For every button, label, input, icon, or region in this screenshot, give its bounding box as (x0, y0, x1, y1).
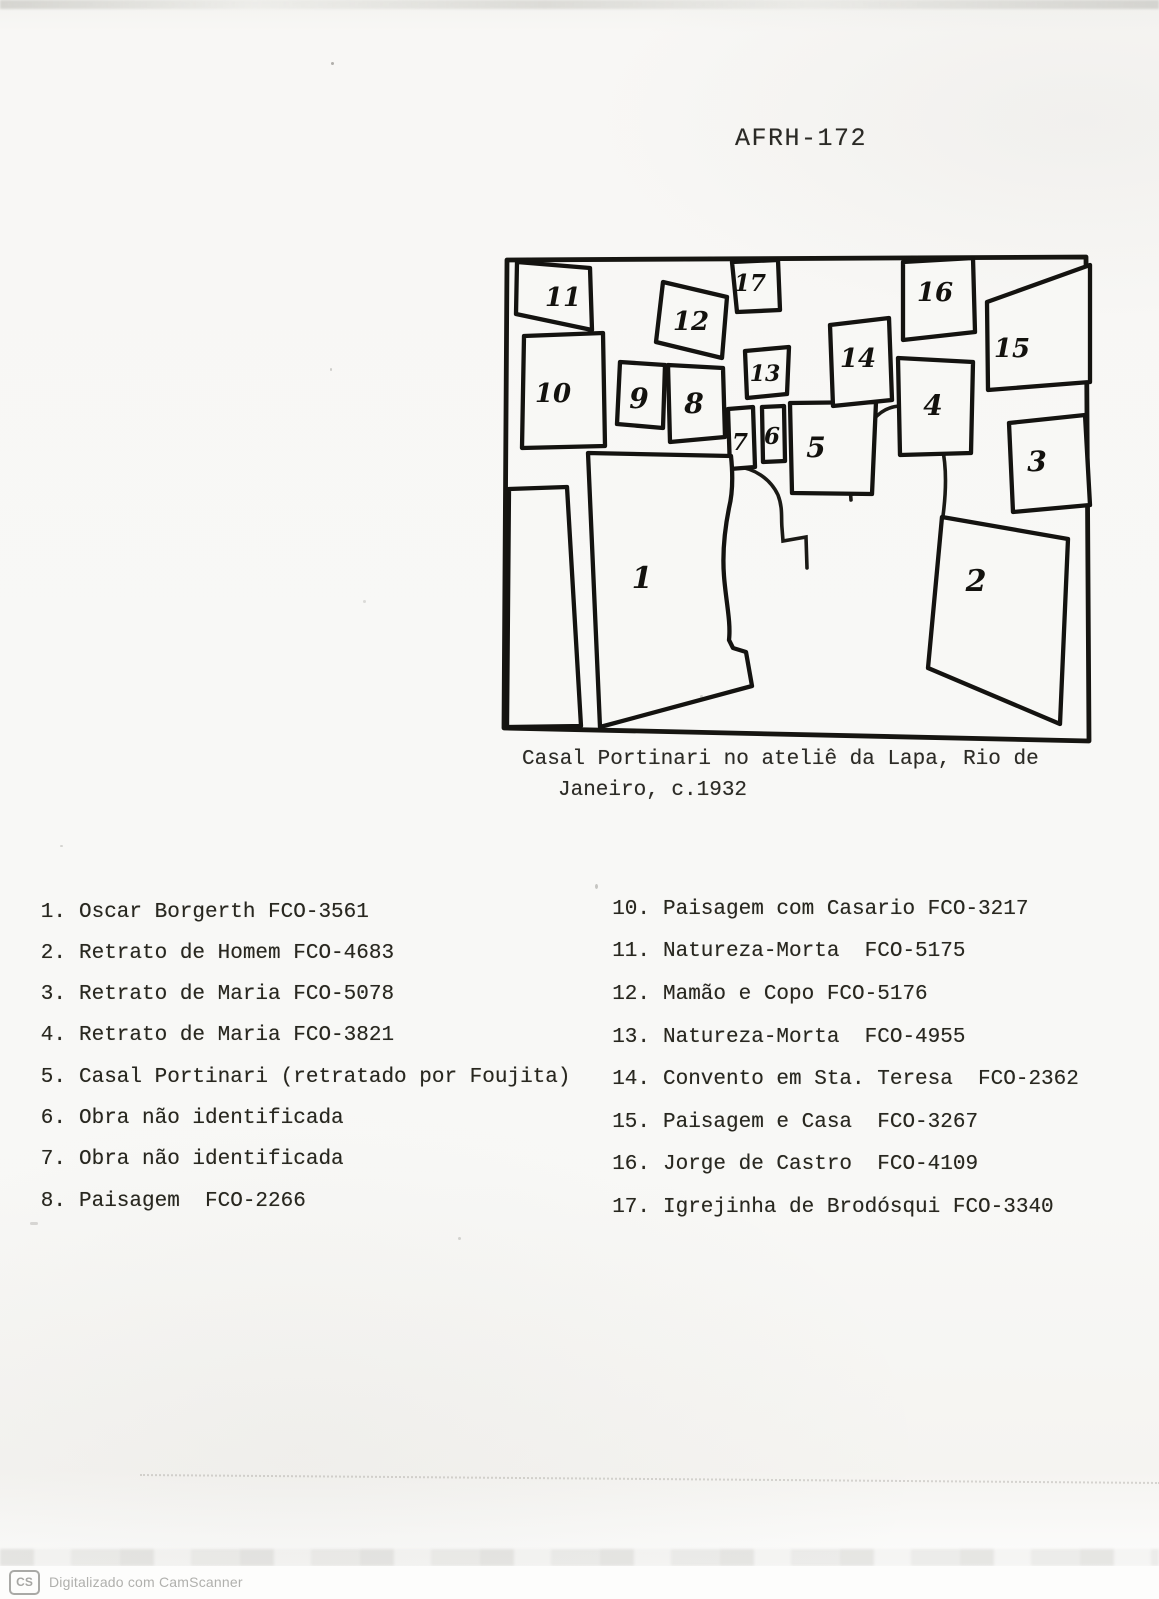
caption-line-1: Casal Portinari no ateliê da Lapa, Rio de (522, 748, 1039, 771)
scan-speck (30, 1222, 38, 1225)
item-text: Igrejinha de Brodósqui FCO-3340 (663, 1196, 1054, 1219)
sketch-box-blank (507, 487, 581, 727)
reference-code: AFRH-172 (735, 124, 868, 153)
item-number: 10. (612, 898, 650, 921)
list-item (16, 1107, 344, 1130)
list-item (16, 901, 369, 924)
scan-speck (595, 884, 598, 889)
item-number: 15. (612, 1111, 650, 1134)
list-item (16, 1024, 394, 1047)
item-number: 12. (612, 983, 650, 1006)
list-item (600, 940, 965, 963)
item-text: Obra não identificada (79, 1148, 344, 1171)
item-text: Mamão e Copo FCO-5176 (663, 983, 928, 1006)
sketch-box-5 (790, 402, 876, 494)
item-number: 3. (40, 983, 66, 1006)
sketch-box-number: 9 (629, 382, 649, 415)
scan-speck (458, 1237, 461, 1240)
item-number: 5. (40, 1066, 66, 1089)
sketch-box-3 (1009, 415, 1090, 512)
scan-speck (700, 695, 703, 698)
sketch-box-number: 10 (534, 379, 572, 409)
paper-crease-line (140, 1474, 1159, 1484)
list-item (600, 1111, 978, 1134)
item-text: Obra não identificada (79, 1107, 344, 1130)
sketch-box-number: 3 (1027, 445, 1047, 478)
list-item (600, 983, 928, 1006)
sketch-box-number: 2 (965, 564, 987, 599)
sketch-box-number: 16 (916, 278, 954, 308)
item-number: 4. (40, 1024, 66, 1047)
list-item (600, 1196, 1054, 1219)
item-text: Paisagem com Casario FCO-3217 (663, 898, 1029, 921)
item-number: 11. (612, 940, 650, 963)
caption-line-2: Janeiro, c.1932 (558, 779, 748, 802)
sketch-box-15 (987, 265, 1090, 390)
scan-speck (363, 600, 366, 603)
scan-edge-artifact (0, 0, 1159, 9)
sketch-box-number: 11 (544, 283, 582, 313)
list-item (16, 1148, 344, 1171)
item-number: 14. (612, 1068, 650, 1091)
sketch-box-number: 12 (672, 307, 710, 337)
item-number: 13. (612, 1026, 650, 1049)
list-item (16, 1190, 306, 1213)
item-text: Convento em Sta. Teresa FCO-2362 (663, 1068, 1079, 1091)
item-number: 1. (40, 901, 66, 924)
sketch-box-number: 4 (923, 389, 943, 422)
item-text: Jorge de Castro FCO-4109 (663, 1153, 979, 1176)
item-text: Paisagem FCO-2266 (79, 1190, 306, 1213)
item-text: Retrato de Homem FCO-4683 (79, 942, 395, 965)
item-text: Retrato de Maria FCO-5078 (79, 983, 395, 1006)
sketch-box-number: 5 (806, 431, 826, 464)
item-text: Paisagem e Casa FCO-3267 (663, 1111, 979, 1134)
sketch-box-2 (928, 517, 1068, 724)
sketch-box-number: 13 (749, 361, 781, 387)
sketch-box-1 (588, 453, 752, 727)
list-item (16, 942, 394, 965)
list-item (16, 983, 394, 1006)
list-item (600, 1068, 1079, 1091)
scan-speck (60, 845, 63, 847)
sketch-svg (495, 250, 1095, 745)
scan-shadow-band (0, 1549, 1159, 1566)
item-number: 8. (40, 1190, 66, 1213)
wall-sketch-diagram (495, 250, 1095, 745)
camscanner-text: Digitalizado com CamScanner (49, 1574, 243, 1590)
scan-speck (330, 368, 332, 371)
camscanner-badge-icon: CS (9, 1570, 40, 1595)
item-text: Retrato de Maria FCO-3821 (79, 1024, 395, 1047)
camscanner-watermark (9, 1569, 243, 1595)
item-number: 2. (40, 942, 66, 965)
item-number: 16. (612, 1153, 650, 1176)
sketch-box-number: 17 (733, 270, 767, 297)
item-number: 17. (612, 1196, 650, 1219)
list-item (16, 1066, 570, 1089)
item-text: Casal Portinari (retratado por Foujita) (79, 1066, 571, 1089)
list-item (600, 898, 1028, 921)
item-text: Natureza-Morta FCO-4955 (663, 1026, 966, 1049)
sketch-box-number: 1 (631, 561, 653, 596)
item-text: Natureza-Morta FCO-5175 (663, 940, 966, 963)
sketch-box-number: 8 (684, 387, 704, 420)
sketch-box-number: 7 (731, 429, 749, 456)
list-item (600, 1153, 978, 1176)
item-number: 6. (40, 1107, 66, 1130)
sketch-box-number: 15 (993, 334, 1031, 364)
scan-speck (331, 62, 334, 65)
sketch-box-number: 6 (763, 423, 781, 450)
sketch-box-number: 14 (839, 344, 877, 374)
item-number: 7. (40, 1148, 66, 1171)
list-item (600, 1026, 965, 1049)
item-text: Oscar Borgerth FCO-3561 (79, 901, 369, 924)
